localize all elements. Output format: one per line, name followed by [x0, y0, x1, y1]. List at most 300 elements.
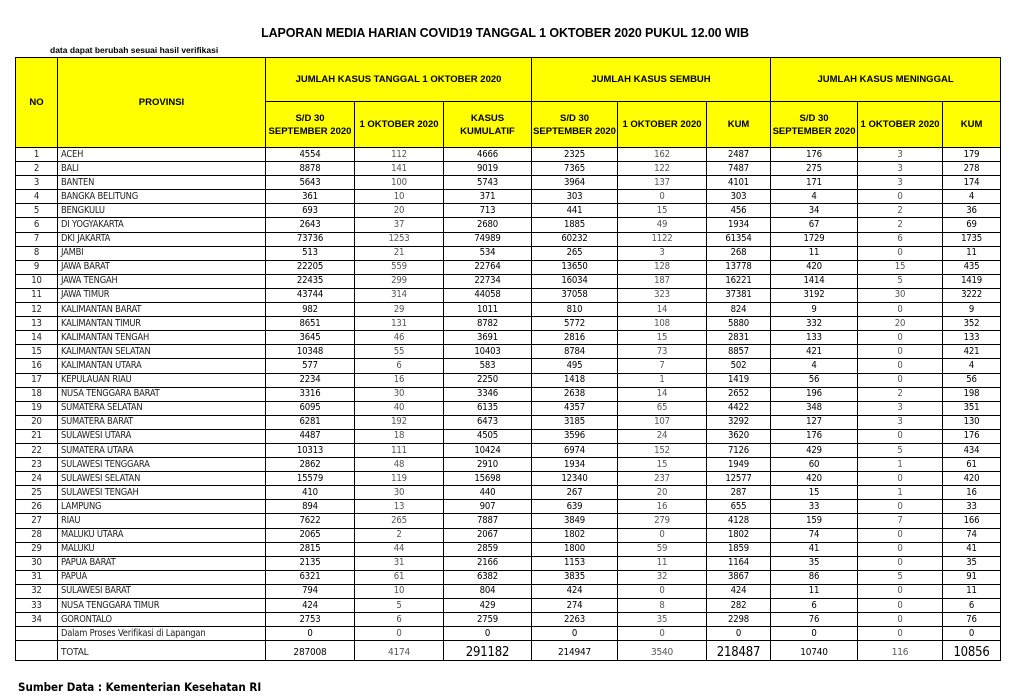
cell-s3: 1419: [707, 373, 771, 387]
table-row: [16, 415, 1001, 429]
cell-k3: 429: [444, 599, 532, 613]
cell-m2: 0: [858, 500, 943, 514]
cell-k1: 2643: [266, 218, 355, 232]
cell-k3: 74989: [444, 232, 532, 246]
cell-k2: 141: [355, 162, 444, 176]
cell-prov: NUSA TENGGARA BARAT: [58, 387, 266, 401]
cell-no: 28: [16, 528, 58, 542]
cell-k2: 20: [355, 204, 444, 218]
cell-m2: 0: [858, 331, 943, 345]
cell-no: 10: [16, 274, 58, 288]
cell-s1: 3835: [532, 570, 618, 584]
header-meninggal-prev: S/D 30 SEPTEMBER 2020: [771, 102, 858, 148]
header-sembuh-today: 1 OKTOBER 2020: [618, 102, 707, 148]
cell-m3: 421: [943, 345, 1001, 359]
cell-prov: JAWA TENGAH: [58, 274, 266, 288]
table-row: [16, 359, 1001, 373]
cell-s1: 495: [532, 359, 618, 373]
cell-s1: 2816: [532, 331, 618, 345]
cell-s3: 8857: [707, 345, 771, 359]
cell-s2: 14: [618, 303, 707, 317]
cell-k1: 2815: [266, 542, 355, 556]
cell-s2: 0: [618, 584, 707, 598]
table-row: [16, 458, 1001, 472]
cell-s2: 14: [618, 387, 707, 401]
cell-k3: 2166: [444, 556, 532, 570]
cell-s2: 107: [618, 415, 707, 429]
cell-m3: 41: [943, 542, 1001, 556]
cell-s1: 7365: [532, 162, 618, 176]
cell-m3: 133: [943, 331, 1001, 345]
cell-k1: 2862: [266, 458, 355, 472]
cell-m2: 0: [858, 528, 943, 542]
cell-m3: 1419: [943, 274, 1001, 288]
table-row: [16, 331, 1001, 345]
cell-m3: 176: [943, 429, 1001, 443]
cell-m3: 10856: [943, 641, 1001, 661]
cell-s3: 268: [707, 246, 771, 260]
header-sembuh-prev: S/D 30 SEPTEMBER 2020: [532, 102, 618, 148]
cell-prov: PAPUA: [58, 570, 266, 584]
cell-k1: 8651: [266, 317, 355, 331]
cell-m2: 0: [858, 303, 943, 317]
cell-no: 26: [16, 500, 58, 514]
cell-s3: 7487: [707, 162, 771, 176]
cell-s3: 456: [707, 204, 771, 218]
cell-m3: 35: [943, 556, 1001, 570]
cell-m1: 41: [771, 542, 858, 556]
cell-s2: 20: [618, 486, 707, 500]
cell-no: 18: [16, 387, 58, 401]
table-row: [16, 486, 1001, 500]
cell-m3: 4: [943, 359, 1001, 373]
cell-m1: 127: [771, 415, 858, 429]
cell-m3: 434: [943, 443, 1001, 457]
cell-k1: 6321: [266, 570, 355, 584]
cell-k3: 9019: [444, 162, 532, 176]
cell-no: 34: [16, 613, 58, 627]
cell-s3: 2298: [707, 613, 771, 627]
cell-k1: 7622: [266, 514, 355, 528]
cell-k1: 3645: [266, 331, 355, 345]
cell-k2: 192: [355, 415, 444, 429]
cell-s2: 3: [618, 246, 707, 260]
cell-k2: 2: [355, 528, 444, 542]
cell-m1: 56: [771, 373, 858, 387]
cell-m3: 56: [943, 373, 1001, 387]
cell-k1: 43744: [266, 288, 355, 302]
cell-m1: 332: [771, 317, 858, 331]
cell-prov: SUMATERA BARAT: [58, 415, 266, 429]
cell-s1: 274: [532, 599, 618, 613]
cell-k3: 7887: [444, 514, 532, 528]
cell-m2: 0: [858, 627, 943, 641]
cell-s1: 4357: [532, 401, 618, 415]
cell-s1: 424: [532, 584, 618, 598]
cell-m3: 0: [943, 627, 1001, 641]
cell-s2: 187: [618, 274, 707, 288]
cell-prov: MALUKU: [58, 542, 266, 556]
cell-s3: 13778: [707, 260, 771, 274]
cell-s3: 37381: [707, 288, 771, 302]
table-row: [16, 373, 1001, 387]
cell-s2: 73: [618, 345, 707, 359]
cell-no: 15: [16, 345, 58, 359]
cell-m2: 6: [858, 232, 943, 246]
cell-k3: 44058: [444, 288, 532, 302]
cell-s2: 8: [618, 599, 707, 613]
cell-k2: 559: [355, 260, 444, 274]
cell-m1: 60: [771, 458, 858, 472]
cell-s3: 2652: [707, 387, 771, 401]
cell-s1: 12340: [532, 472, 618, 486]
cell-k3: 15698: [444, 472, 532, 486]
cell-m3: 33: [943, 500, 1001, 514]
cell-m2: 3: [858, 415, 943, 429]
table-row: [16, 288, 1001, 302]
cell-k3: 22764: [444, 260, 532, 274]
cell-k1: 4487: [266, 429, 355, 443]
cell-prov: PAPUA BARAT: [58, 556, 266, 570]
cell-k3: 2859: [444, 542, 532, 556]
cell-m3: 11: [943, 246, 1001, 260]
table-row: [16, 274, 1001, 288]
cell-m1: 133: [771, 331, 858, 345]
cell-m2: 1: [858, 458, 943, 472]
cell-no: 3: [16, 176, 58, 190]
cell-s3: 3867: [707, 570, 771, 584]
cell-k3: 4505: [444, 429, 532, 443]
cell-m1: 159: [771, 514, 858, 528]
table-row: [16, 627, 1001, 641]
cell-prov: SULAWESI BARAT: [58, 584, 266, 598]
cell-m3: 36: [943, 204, 1001, 218]
cell-m2: 0: [858, 584, 943, 598]
cell-no: 22: [16, 443, 58, 457]
cell-s1: 214947: [532, 641, 618, 661]
cell-k3: 6135: [444, 401, 532, 415]
cell-m3: 16: [943, 486, 1001, 500]
header-provinsi: PROVINSI: [58, 58, 266, 148]
cell-m1: 1729: [771, 232, 858, 246]
cell-no: 12: [16, 303, 58, 317]
cell-k2: 13: [355, 500, 444, 514]
cell-k1: 287008: [266, 641, 355, 661]
header-meninggal-today: 1 OKTOBER 2020: [858, 102, 943, 148]
table-row: [16, 613, 1001, 627]
cell-k2: 265: [355, 514, 444, 528]
cell-prov: SUMATERA UTARA: [58, 443, 266, 457]
cell-k2: 18: [355, 429, 444, 443]
cell-k3: 804: [444, 584, 532, 598]
total-row: [16, 641, 1001, 661]
cell-s2: 0: [618, 528, 707, 542]
cell-m2: 0: [858, 345, 943, 359]
cell-k3: 3346: [444, 387, 532, 401]
cell-no: 13: [16, 317, 58, 331]
cell-prov: SUMATERA SELATAN: [58, 401, 266, 415]
cell-k3: 440: [444, 486, 532, 500]
cell-k1: 3316: [266, 387, 355, 401]
header-kasus-prev: S/D 30 SEPTEMBER 2020: [266, 102, 355, 148]
cell-s1: 441: [532, 204, 618, 218]
cell-m1: 420: [771, 260, 858, 274]
cell-s1: 3964: [532, 176, 618, 190]
cell-no: 17: [16, 373, 58, 387]
header-group-sembuh: JUMLAH KASUS SEMBUH: [532, 58, 771, 102]
cell-k1: 693: [266, 204, 355, 218]
cell-prov: BENGKULU: [58, 204, 266, 218]
cell-s2: 49: [618, 218, 707, 232]
cell-no: 24: [16, 472, 58, 486]
cell-m3: 91: [943, 570, 1001, 584]
cell-prov: SULAWESI TENGAH: [58, 486, 266, 500]
cell-no: 30: [16, 556, 58, 570]
cell-m1: 11: [771, 246, 858, 260]
table-row: [16, 232, 1001, 246]
cell-k3: 10424: [444, 443, 532, 457]
cell-k2: 111: [355, 443, 444, 457]
cell-m2: 5: [858, 274, 943, 288]
cell-s3: 61354: [707, 232, 771, 246]
cell-k2: 55: [355, 345, 444, 359]
table-row: [16, 570, 1001, 584]
cell-m2: 0: [858, 373, 943, 387]
cell-m1: 35: [771, 556, 858, 570]
table-row: [16, 401, 1001, 415]
cell-s2: 16: [618, 500, 707, 514]
cell-s3: 1934: [707, 218, 771, 232]
cell-m1: 3192: [771, 288, 858, 302]
cell-s3: 303: [707, 190, 771, 204]
table-row: [16, 317, 1001, 331]
cell-m3: 198: [943, 387, 1001, 401]
cell-m3: 6: [943, 599, 1001, 613]
cell-m3: 4: [943, 190, 1001, 204]
cell-s1: 3596: [532, 429, 618, 443]
cell-k1: 10348: [266, 345, 355, 359]
cell-s1: 8784: [532, 345, 618, 359]
cell-k3: 6473: [444, 415, 532, 429]
cell-k2: 6: [355, 613, 444, 627]
cell-s1: 303: [532, 190, 618, 204]
cell-s1: 1153: [532, 556, 618, 570]
cell-no: 23: [16, 458, 58, 472]
cell-k1: 10313: [266, 443, 355, 457]
cell-m3: 179: [943, 148, 1001, 162]
cell-no: 9: [16, 260, 58, 274]
cell-s3: 502: [707, 359, 771, 373]
header-kasus-cum: KASUS KUMULATIF: [444, 102, 532, 148]
cell-m1: 9: [771, 303, 858, 317]
cell-s1: 2638: [532, 387, 618, 401]
cell-k3: 0: [444, 627, 532, 641]
cell-k3: 5743: [444, 176, 532, 190]
cell-s1: 2263: [532, 613, 618, 627]
cell-m2: 2: [858, 387, 943, 401]
cell-m2: 3: [858, 176, 943, 190]
cell-m3: 3222: [943, 288, 1001, 302]
cell-no: 8: [16, 246, 58, 260]
table-row: [16, 246, 1001, 260]
cell-k1: 2753: [266, 613, 355, 627]
cell-s2: 3540: [618, 641, 707, 661]
cell-s2: 11: [618, 556, 707, 570]
cell-s1: 1934: [532, 458, 618, 472]
cell-prov: KALIMANTAN TENGAH: [58, 331, 266, 345]
cell-k2: 61: [355, 570, 444, 584]
cell-k2: 30: [355, 486, 444, 500]
cell-s3: 655: [707, 500, 771, 514]
cell-m1: 74: [771, 528, 858, 542]
cell-k2: 37: [355, 218, 444, 232]
cell-s3: 424: [707, 584, 771, 598]
cell-m2: 0: [858, 246, 943, 260]
cell-k2: 31: [355, 556, 444, 570]
cell-s2: 279: [618, 514, 707, 528]
cell-k3: 6382: [444, 570, 532, 584]
cell-s2: 323: [618, 288, 707, 302]
cell-prov: BANGKA BELITUNG: [58, 190, 266, 204]
cell-m2: 0: [858, 429, 943, 443]
cell-m1: 348: [771, 401, 858, 415]
cell-k3: 2759: [444, 613, 532, 627]
table-row: [16, 500, 1001, 514]
cell-s1: 2325: [532, 148, 618, 162]
cell-m3: 11: [943, 584, 1001, 598]
cell-m2: 20: [858, 317, 943, 331]
cell-prov: RIAU: [58, 514, 266, 528]
table-row: [16, 176, 1001, 190]
cell-s2: 137: [618, 176, 707, 190]
cell-prov: KALIMANTAN UTARA: [58, 359, 266, 373]
cell-prov: Dalam Proses Verifikasi di Lapangan: [58, 627, 266, 641]
cell-m2: 15: [858, 260, 943, 274]
cell-no: 33: [16, 599, 58, 613]
table-body: [16, 148, 1001, 661]
cell-k3: 3691: [444, 331, 532, 345]
cell-s2: 35: [618, 613, 707, 627]
cell-k1: 513: [266, 246, 355, 260]
cell-s1: 5772: [532, 317, 618, 331]
table-row: [16, 204, 1001, 218]
cell-prov: GORONTALO: [58, 613, 266, 627]
cell-m1: 275: [771, 162, 858, 176]
cell-k2: 112: [355, 148, 444, 162]
cell-s1: 1802: [532, 528, 618, 542]
cell-no: 6: [16, 218, 58, 232]
cell-m2: 0: [858, 472, 943, 486]
cell-s1: 810: [532, 303, 618, 317]
cell-prov: SULAWESI UTARA: [58, 429, 266, 443]
cell-m1: 11: [771, 584, 858, 598]
cell-m3: 351: [943, 401, 1001, 415]
cell-k1: 6095: [266, 401, 355, 415]
table-row: [16, 514, 1001, 528]
cell-m2: 0: [858, 556, 943, 570]
table-row: [16, 190, 1001, 204]
cell-k1: 361: [266, 190, 355, 204]
header-group-meninggal: JUMLAH KASUS MENINGGAL: [771, 58, 1001, 102]
cell-s3: 16221: [707, 274, 771, 288]
cell-s2: 15: [618, 331, 707, 345]
cell-k3: 534: [444, 246, 532, 260]
cell-s3: 2831: [707, 331, 771, 345]
cell-k3: 2910: [444, 458, 532, 472]
cell-k1: 8878: [266, 162, 355, 176]
cell-no: 5: [16, 204, 58, 218]
cell-k1: 73736: [266, 232, 355, 246]
table-header: [16, 58, 1001, 148]
cell-m1: 4: [771, 190, 858, 204]
cell-m3: 352: [943, 317, 1001, 331]
cell-prov: KALIMANTAN BARAT: [58, 303, 266, 317]
cell-k2: 10: [355, 584, 444, 598]
table-row: [16, 387, 1001, 401]
cell-k2: 1253: [355, 232, 444, 246]
cell-m3: 130: [943, 415, 1001, 429]
cell-s1: 16034: [532, 274, 618, 288]
cell-k3: 4666: [444, 148, 532, 162]
cell-k3: 2250: [444, 373, 532, 387]
cell-m3: 174: [943, 176, 1001, 190]
cell-no: 21: [16, 429, 58, 443]
cell-m2: 7: [858, 514, 943, 528]
cell-no: 4: [16, 190, 58, 204]
cell-m2: 116: [858, 641, 943, 661]
cell-m2: 5: [858, 443, 943, 457]
cell-m2: 0: [858, 542, 943, 556]
cell-k2: 4174: [355, 641, 444, 661]
cell-no: [16, 641, 58, 661]
cell-k3: 291182: [444, 641, 532, 661]
cell-m2: 2: [858, 218, 943, 232]
cell-s3: 218487: [707, 641, 771, 661]
cell-no: 27: [16, 514, 58, 528]
cell-m1: 1414: [771, 274, 858, 288]
cell-prov: JAWA TIMUR: [58, 288, 266, 302]
cell-k1: 982: [266, 303, 355, 317]
cell-s1: 1885: [532, 218, 618, 232]
cell-m2: 30: [858, 288, 943, 302]
table-row: [16, 528, 1001, 542]
cell-s1: 3849: [532, 514, 618, 528]
cell-s3: 4422: [707, 401, 771, 415]
cell-no: 32: [16, 584, 58, 598]
header-sembuh-cum: KUM: [707, 102, 771, 148]
cell-k2: 10: [355, 190, 444, 204]
cell-prov: SULAWESI TENGGARA: [58, 458, 266, 472]
cell-k1: 2065: [266, 528, 355, 542]
cell-k1: 15579: [266, 472, 355, 486]
cell-prov: TOTAL: [58, 641, 266, 661]
cell-k2: 299: [355, 274, 444, 288]
cell-k2: 21: [355, 246, 444, 260]
cell-m1: 15: [771, 486, 858, 500]
cell-no: 7: [16, 232, 58, 246]
cell-prov: MALUKU UTARA: [58, 528, 266, 542]
cell-no: 25: [16, 486, 58, 500]
cell-m1: 34: [771, 204, 858, 218]
cell-m1: 33: [771, 500, 858, 514]
cell-k2: 40: [355, 401, 444, 415]
cell-s2: 1: [618, 373, 707, 387]
cell-k1: 6281: [266, 415, 355, 429]
cell-prov: SULAWESI SELATAN: [58, 472, 266, 486]
cell-prov: LAMPUNG: [58, 500, 266, 514]
cell-s2: 108: [618, 317, 707, 331]
cell-prov: JAWA BARAT: [58, 260, 266, 274]
